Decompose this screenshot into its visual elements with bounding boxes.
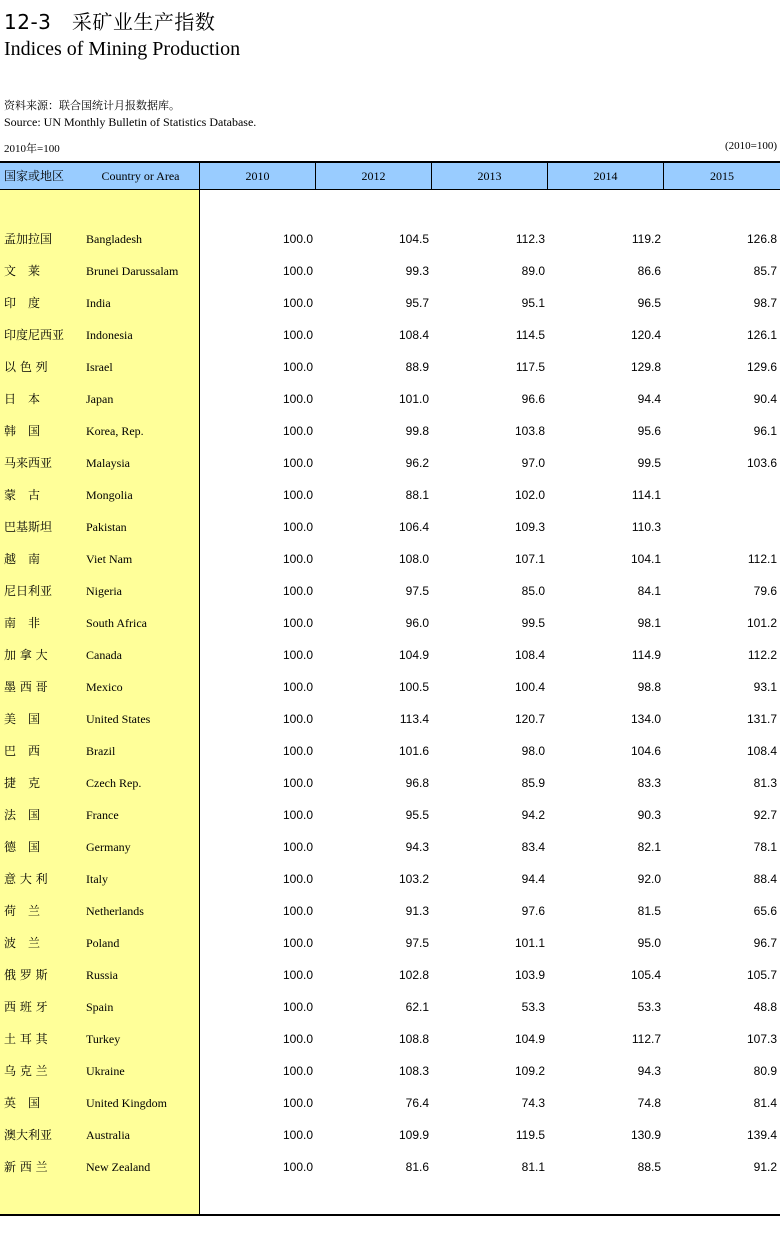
index-value: 112.2 [747,648,777,662]
index-value: 109.9 [398,1128,429,1142]
country-name-en: Japan [86,392,114,406]
table-row [0,927,780,959]
table-header [0,161,780,190]
index-value: 100.0 [282,968,313,982]
index-value: 100.0 [282,488,313,502]
header-year: 2014 [547,163,663,190]
index-value: 97.6 [521,904,545,918]
country-name-cn: 法 国 [4,808,41,822]
table-row [0,447,780,479]
index-value: 134.0 [630,712,661,726]
index-value: 104.5 [398,232,429,246]
country-name-cn: 印 度 [4,296,41,310]
country-name-en: Indonesia [86,328,133,342]
table-row [0,1119,780,1151]
index-value: 110.3 [631,520,661,534]
index-value: 100.0 [282,1160,313,1174]
index-value: 100.0 [282,1064,313,1078]
country-name-cn: 墨 西 哥 [4,680,48,694]
index-value: 90.4 [753,392,777,406]
country-name-en: United States [86,712,151,726]
index-value: 100.0 [282,904,313,918]
table-row [0,959,780,991]
country-name-cn: 英 国 [4,1096,41,1110]
index-value: 114.9 [631,648,661,662]
table-row [0,511,780,543]
country-name-en: New Zealand [86,1160,151,1174]
index-value: 108.4 [398,328,429,342]
table-row [0,831,780,863]
index-value: 100.0 [282,360,313,374]
country-name-cn: 韩 国 [4,424,41,438]
index-value: 131.7 [746,712,777,726]
index-value: 96.7 [753,936,777,950]
header-year: 2013 [431,163,547,190]
index-value: 117.5 [515,360,545,374]
index-value: 96.1 [753,424,777,438]
index-value: 101.2 [746,616,777,630]
table-row [0,767,780,799]
table-row [0,607,780,639]
table-row [0,287,780,319]
index-value: 74.3 [521,1096,545,1110]
country-name-en: Viet Nam [86,552,133,566]
index-value: 107.1 [514,552,545,566]
index-value: 90.3 [637,808,661,822]
country-name-cn: 加 拿 大 [4,648,48,662]
index-value: 104.9 [514,1032,545,1046]
index-value: 81.6 [405,1160,429,1174]
index-value: 96.8 [405,776,429,790]
index-value: 94.3 [405,840,429,854]
country-name-en: Bangladesh [86,232,142,246]
table-row [0,575,780,607]
country-name-en: United Kingdom [86,1096,167,1110]
index-value: 96.2 [405,456,429,470]
index-value: 126.1 [746,328,777,342]
index-value: 81.4 [753,1096,777,1110]
table-bottom-rule [0,1214,780,1216]
country-name-en: Malaysia [86,456,130,470]
index-value: 100.0 [282,712,313,726]
header-country-cn: 国家或地区 [4,169,65,183]
table-row [0,383,780,415]
index-value: 88.5 [637,1160,661,1174]
index-value: 53.3 [521,1000,545,1014]
country-name-en: France [86,808,119,822]
index-value: 91.2 [753,1160,777,1174]
index-value: 100.0 [282,456,313,470]
index-value: 82.1 [637,840,661,854]
country-name-cn: 文 莱 [4,264,41,278]
index-value: 100.0 [282,936,313,950]
index-value: 53.3 [637,1000,661,1014]
index-value: 79.6 [753,584,777,598]
table-row [0,799,780,831]
index-value: 105.7 [746,968,777,982]
index-value: 130.9 [630,1128,661,1142]
index-value: 98.1 [637,616,661,630]
index-value: 96.6 [521,392,545,406]
country-name-en: Spain [86,1000,114,1014]
country-name-en: South Africa [86,616,147,630]
country-name-cn: 印度尼西亚 [4,328,65,342]
index-value: 100.0 [282,648,313,662]
index-value: 97.5 [405,936,429,950]
country-name-en: Canada [86,648,122,662]
index-value: 100.0 [282,1128,313,1142]
index-value: 101.6 [398,744,429,758]
country-name-en: Russia [86,968,119,982]
index-value: 99.3 [405,264,429,278]
table-row [0,1055,780,1087]
index-value: 95.6 [637,424,661,438]
country-name-cn: 捷 克 [4,776,41,790]
country-name-en: Italy [86,872,108,886]
index-value: 108.4 [514,648,545,662]
index-value: 89.0 [521,264,545,278]
country-name-cn: 意 大 利 [4,872,48,886]
index-value: 99.8 [405,424,429,438]
index-value: 97.0 [521,456,545,470]
index-value: 100.0 [282,808,313,822]
table-row [0,863,780,895]
country-name-cn: 以 色 列 [4,360,48,374]
header-year: 2010 [199,163,315,190]
country-name-en: Israel [86,360,113,374]
index-value: 95.7 [405,296,429,310]
index-value: 93.1 [753,680,777,694]
index-value: 84.1 [637,584,661,598]
index-value: 108.0 [398,552,429,566]
index-value: 126.8 [746,232,777,246]
index-value: 85.0 [521,584,545,598]
index-value: 103.6 [746,456,777,470]
index-value: 96.0 [405,616,429,630]
country-name-cn: 孟加拉国 [4,232,53,246]
index-value: 83.3 [637,776,661,790]
index-value: 103.8 [514,424,545,438]
index-value: 95.1 [521,296,545,310]
index-value: 98.0 [521,744,545,758]
index-value: 104.1 [630,552,661,566]
index-value: 86.6 [637,264,661,278]
index-value: 100.0 [282,392,313,406]
country-name-en: Mexico [86,680,123,694]
table-row [0,735,780,767]
index-value: 81.3 [753,776,777,790]
country-name-en: Brunei Darussalam [86,264,179,278]
country-name-cn: 俄 罗 斯 [4,968,48,982]
index-value: 100.0 [282,584,313,598]
country-name-en: Ukraine [86,1064,125,1078]
country-name-cn: 蒙 古 [4,488,41,502]
country-name-cn: 美 国 [4,712,41,726]
index-value: 62.1 [405,1000,429,1014]
index-value: 114.1 [631,488,661,502]
unit-note-english: (2010=100) [724,140,777,152]
index-value: 100.0 [282,840,313,854]
table-row [0,671,780,703]
index-value: 83.4 [521,840,545,854]
index-value: 94.4 [637,392,661,406]
index-value: 100.0 [282,552,313,566]
country-name-en: Australia [86,1128,130,1142]
country-name-cn: 越 南 [4,552,41,566]
index-value: 139.4 [746,1128,777,1142]
index-value: 91.3 [405,904,429,918]
country-name-en: Brazil [86,744,116,758]
country-name-cn: 南 非 [4,616,41,630]
country-name-cn: 巴基斯坦 [4,520,53,534]
table-row [0,895,780,927]
index-value: 114.5 [515,328,545,342]
index-value: 105.4 [630,968,661,982]
index-value: 81.5 [637,904,661,918]
table-row [0,1151,780,1183]
index-value: 129.8 [630,360,661,374]
index-value: 100.0 [282,616,313,630]
index-value: 81.1 [521,1160,545,1174]
table-row [0,991,780,1023]
index-value: 98.8 [637,680,661,694]
table-row [0,415,780,447]
index-value: 92.7 [753,808,777,822]
header-year: 2012 [315,163,431,190]
index-value: 88.9 [405,360,429,374]
table-row [0,319,780,351]
index-value: 112.1 [747,552,777,566]
index-value: 88.4 [753,872,777,886]
country-name-en: Czech Rep. [86,776,142,790]
index-value: 74.8 [637,1096,661,1110]
index-value: 96.5 [637,296,661,310]
index-value: 112.3 [515,232,545,246]
index-value: 100.0 [282,232,313,246]
index-value: 104.6 [630,744,661,758]
country-name-cn: 西 班 牙 [4,1000,48,1014]
index-value: 100.0 [282,1096,313,1110]
country-name-en: Poland [86,936,120,950]
index-value: 94.3 [637,1064,661,1078]
index-value: 94.4 [521,872,545,886]
index-value: 100.4 [514,680,545,694]
table-row [0,639,780,671]
index-value: 80.9 [753,1064,777,1078]
table-row [0,255,780,287]
index-value: 109.3 [514,520,545,534]
index-value: 92.0 [637,872,661,886]
index-value: 100.0 [282,744,313,758]
index-value: 100.0 [282,264,313,278]
index-value: 100.0 [282,1000,313,1014]
country-name-en: Pakistan [86,520,127,534]
index-value: 107.3 [746,1032,777,1046]
index-value: 100.0 [282,424,313,438]
country-name-en: Germany [86,840,131,854]
country-name-en: Nigeria [86,584,122,598]
table-row [0,479,780,511]
index-value: 108.4 [746,744,777,758]
index-value: 100.0 [282,328,313,342]
country-name-en: Turkey [86,1032,121,1046]
index-value: 78.1 [753,840,777,854]
index-value: 100.0 [282,1032,313,1046]
index-value: 104.9 [398,648,429,662]
source-note-english: Source: UN Monthly Bulletin of Statistics Database. [4,115,257,129]
page-title-chinese: 12-3 采矿业生产指数 [4,10,216,34]
index-value: 85.7 [753,264,777,278]
index-value: 48.8 [753,1000,777,1014]
index-value: 100.0 [282,680,313,694]
index-value: 94.2 [521,808,545,822]
header-year: 2015 [663,163,780,190]
country-name-cn: 马来西亚 [4,456,53,470]
header-country-en: Country or Area [101,169,180,183]
index-value: 103.9 [514,968,545,982]
index-value: 106.4 [398,520,429,534]
index-value: 100.0 [282,872,313,886]
country-name-cn: 尼日利亚 [4,584,53,598]
table-row [0,1023,780,1055]
index-value: 65.6 [753,904,777,918]
country-name-cn: 巴 西 [4,744,41,758]
table-row [0,703,780,735]
country-name-en: Netherlands [86,904,144,918]
index-value: 99.5 [637,456,661,470]
table-row [0,351,780,383]
country-name-en: Mongolia [86,488,133,502]
table-row [0,543,780,575]
index-value: 119.5 [515,1128,545,1142]
index-value: 100.5 [398,680,429,694]
country-name-en: Korea, Rep. [86,424,144,438]
index-value: 95.0 [637,936,661,950]
index-value: 101.0 [398,392,429,406]
index-value: 129.6 [746,360,777,374]
index-value: 102.0 [514,488,545,502]
source-note-chinese: 资料来源：联合国统计月报数据库。 [4,99,180,112]
index-value: 98.7 [753,296,777,310]
index-value: 99.5 [521,616,545,630]
index-value: 95.5 [405,808,429,822]
country-name-cn: 土 耳 其 [4,1032,48,1046]
index-value: 108.8 [398,1032,429,1046]
country-name-cn: 荷 兰 [4,904,41,918]
index-value: 109.2 [514,1064,545,1078]
data-table [0,161,780,1216]
index-value: 100.0 [282,520,313,534]
unit-note-chinese: 2010年=100 [4,143,60,155]
index-value: 120.4 [630,328,661,342]
index-value: 108.3 [398,1064,429,1078]
index-value: 120.7 [514,712,545,726]
index-value: 102.8 [398,968,429,982]
index-value: 112.7 [631,1032,661,1046]
table-row [0,223,780,255]
country-name-cn: 日 本 [4,392,41,406]
country-name-cn: 新 西 兰 [4,1160,48,1174]
index-value: 85.9 [521,776,545,790]
index-value: 97.5 [405,584,429,598]
index-value: 100.0 [282,296,313,310]
table-row [0,1087,780,1119]
country-name-cn: 乌 克 兰 [4,1064,48,1078]
index-value: 76.4 [405,1096,429,1110]
country-name-cn: 澳大利亚 [4,1128,53,1142]
index-value: 101.1 [514,936,545,950]
index-value: 103.2 [398,872,429,886]
page-title-english: Indices of Mining Production [4,38,241,60]
country-name-en: India [86,296,111,310]
index-value: 113.4 [399,712,429,726]
index-value: 100.0 [282,776,313,790]
index-value: 119.2 [631,232,661,246]
country-name-cn: 波 兰 [4,936,41,950]
country-name-cn: 德 国 [4,840,41,854]
index-value: 88.1 [405,488,429,502]
